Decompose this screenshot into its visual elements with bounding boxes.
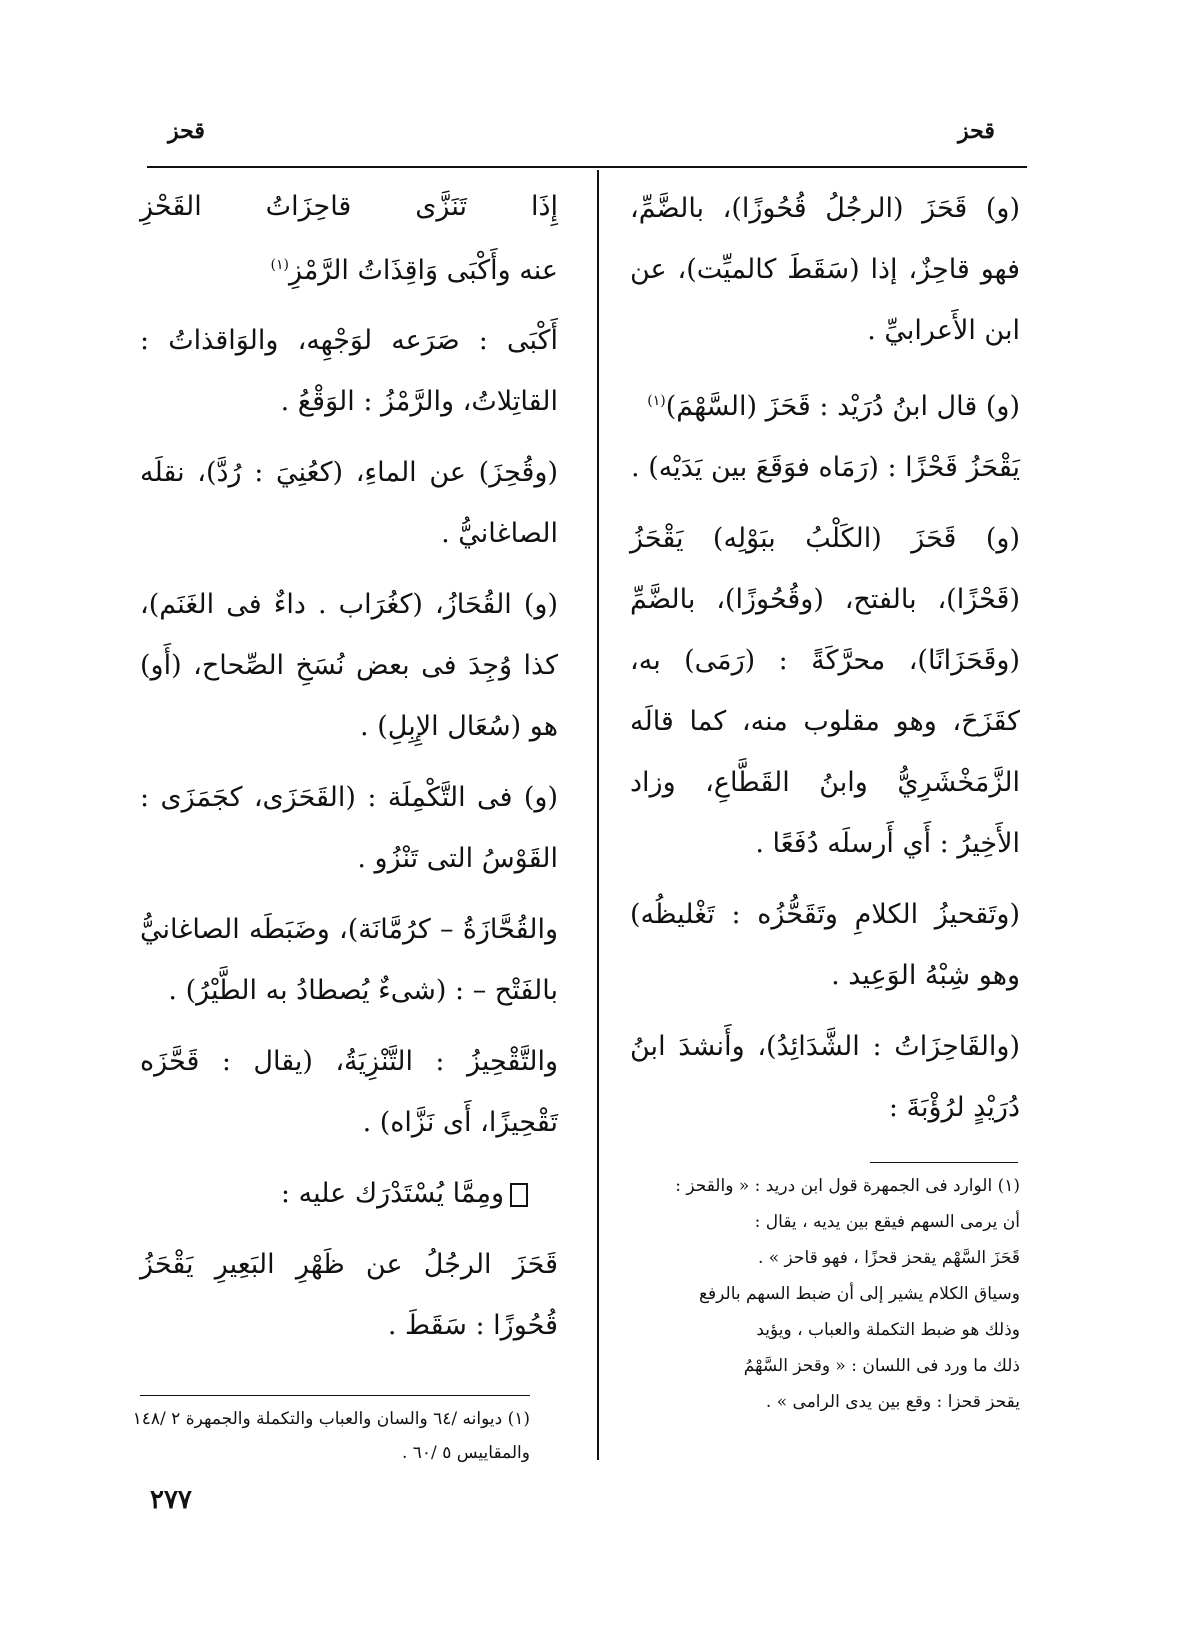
footnote-line: أن يرمى السهم فيقع بين يديه ، يقال : (754, 1212, 1020, 1232)
footnote-rule-left (140, 1395, 530, 1396)
entry-paragraph: (وتَقحيزُ الكلامِ وتَقَحُّزُه : تَغْليظُه) وهو شِبْهُ الوَعِيد . (630, 899, 1020, 991)
verse-text: عنه وأَكْبَى وَاقِذَاتُ الرَّمْزِ (288, 255, 558, 286)
running-head-right: قحز (958, 118, 995, 144)
footnote-line: (١) الوارد فى الجمهرة قول ابن دريد : « والقحز : (675, 1176, 1020, 1196)
footnote-line: وسياق الكلام يشير إلى أن ضبط السهم بالرفع (699, 1284, 1020, 1304)
footnote-marker: (١) (647, 393, 666, 409)
left-column (140, 178, 558, 1366)
footnote-rule-right (870, 1162, 1018, 1163)
footnote-line: يقحز قحزا : وقع بين يدى الرامى » . (765, 1392, 1020, 1412)
footnote-marker: (١) (270, 257, 289, 273)
footnote-left (132, 1402, 530, 1470)
entry-paragraph: يَقْحَزُ قَحْزًا : (رَمَاه فوَقَعَ بين يَدَيْه) . (631, 452, 1020, 483)
page-number: ٢٧٧ (150, 1485, 192, 1515)
entry-paragraph: (و) قَحَزَ (الرجُلُ قُحُوزًا)، بالضَّمِّ، فهو قاحِزٌ، إذا (سَقَطَ كالميِّت)، عن ابن الأَعرابيِّ . (630, 193, 1020, 346)
entry-paragraph: (وقُحِزَ) عن الماءِ، (كعُنِيَ : رُدَّ)، نقلَه الصاغانيُّ . (140, 457, 558, 549)
mustadrak-heading (140, 1163, 558, 1224)
entry-paragraph: (و) فى التَّكْمِلَة : (القَحَزَى، كجَمَزَى : القَوْسُ التى تَنْزُو . (140, 782, 558, 874)
footnote-line: وذلك هو ضبط التكملة والعباب ، ويؤيد (756, 1320, 1020, 1340)
entry-text: (و) قال ابنُ دُرَيْد : قَحَزَ (السَّهْمَ) (665, 391, 1020, 422)
square-icon (510, 1183, 528, 1207)
running-head-left: قحز (168, 118, 205, 144)
verse-line-2 (140, 236, 558, 300)
entry-paragraph: قَحَزَ الرجُلُ عن ظَهْرِ البَعِيرِ يَقْحَزُ قُحُوزًا : سَقَطَ . (140, 1249, 558, 1341)
footnote-line: قَحَزَ السَّهْم يقحز قحزًا ، فهو قاحز » . (757, 1248, 1020, 1268)
footnote-line: ذلك ما ورد فى اللسان : « وقحز السَّهْمُ (743, 1356, 1020, 1376)
entry-paragraph: والتَّقْحِيزُ : التَّنْزِيَةُ، (يقال : قَحَّزَه تَقْحِيزًا، أَى نَزَّاه) . (140, 1046, 558, 1138)
footnote-line: والمقاييس ٥ /٦٠ . (401, 1443, 530, 1463)
entry-paragraph: أَكْبَى : صَرَعه لوَجْهِه، والوَاقذاتُ : القاتِلاتُ، والرَّمْزُ : الوَقْعُ . (140, 325, 558, 417)
footnote-right (630, 1168, 1020, 1420)
footnote-line: (١) ديوانه /٦٤ والسان والعباب والتكملة والجمهرة ٢ /١٤٨ (132, 1409, 530, 1429)
entry-paragraph (630, 371, 1020, 437)
mustadrak-text: ومِمَّا يُسْتَدْرَك عليه : (280, 1178, 504, 1209)
right-column (630, 178, 1020, 1148)
poetry-verse (140, 178, 558, 300)
column-divider (597, 170, 599, 1460)
entry-paragraph: (والقَاحِزَاتُ : الشَّدَائِدُ)، وأَنشدَ ابنُ دُرَيْدٍ لرُؤْبَةَ : (630, 1031, 1020, 1123)
entry-paragraph: (و) القُحَازُ، (كغُرَاب . داءٌ فى الغَنَم)، كذا وُجِدَ فى بعض نُسَخِ الصِّحاح، (أَو) هو (سُعَال الإِبِلِ) . (140, 589, 558, 742)
header-rule (147, 166, 1027, 168)
entry-paragraph: والقُحَّازَةُ – كرُمَّانَة)، وضَبَطَه الصاغانيُّ بالفَتْح – : (شىءٌ يُصطادُ به الطَّيْرُ) . (140, 914, 558, 1006)
entry-paragraph: (و) قَحَزَ (الكَلْبُ ببَوْلِه) يَقْحَزُ (قَحْزًا)، بالفتح، (وقُحُوزًا)، بالضَّمِّ (وقَحَزَانًا)، محرَّكَةً : (رَمَى) به، كقَزَحَ، وهو مقلوب منه، كما قالَه الزَّمَخْشَرِيُّ وابنُ القَطَّاعِ، وزاد الأَخِيرُ : أَي أَرسلَه دُفَعًا . (630, 523, 1020, 859)
verse-line-1: إِذَا تَنَزَّى قاحِزَاتُ القَحْزِ (140, 191, 558, 222)
